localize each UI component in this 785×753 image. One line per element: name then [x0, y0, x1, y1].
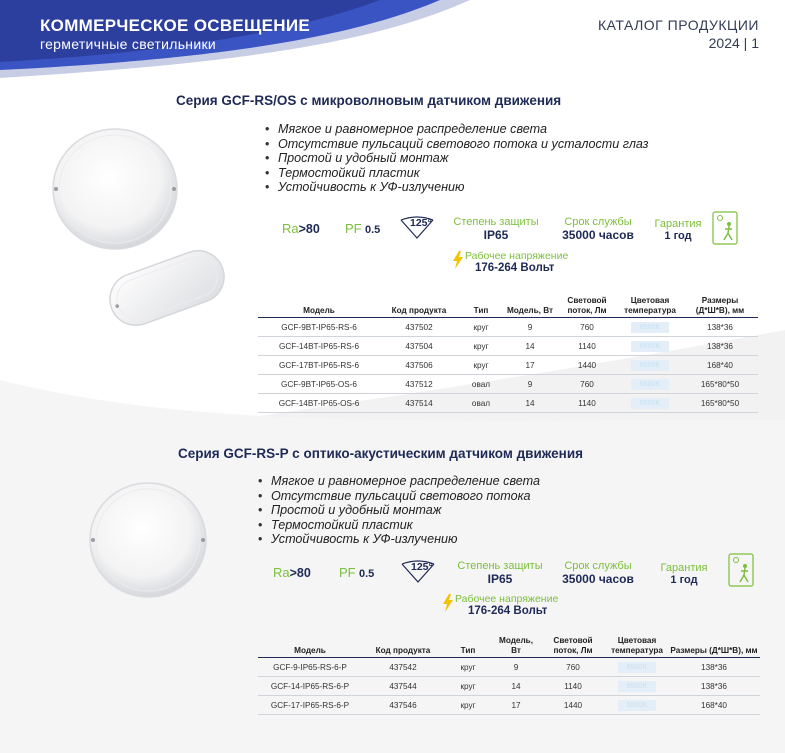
- voltage-bolt-icon: [442, 594, 454, 612]
- ra-value: >80: [289, 566, 311, 580]
- section2-product-table: [258, 634, 760, 715]
- protection-label: Степень защиты: [453, 216, 539, 228]
- voltage-value: 176-264 Вольт: [475, 262, 555, 274]
- table-row: [258, 356, 758, 375]
- cell-color-temp: [606, 658, 668, 677]
- cell-type: овал: [458, 375, 504, 394]
- cell-power: 14: [504, 337, 556, 356]
- lifetime-label: Срок службы: [564, 560, 632, 572]
- cell-code: 437506: [380, 356, 458, 375]
- round-lamp-image: [85, 478, 215, 604]
- protection-spec: [450, 560, 550, 586]
- voltage-value: 176-264 Вольт: [468, 605, 548, 617]
- cell-size: 138*36: [668, 658, 760, 677]
- cell-power: 9: [504, 375, 556, 394]
- table-row: [258, 394, 758, 413]
- cell-model: GCF-17-IP65-RS-6-P: [258, 696, 362, 715]
- color-temp-badge: 6500K: [618, 662, 656, 673]
- col-power: Модель, Вт: [492, 634, 540, 658]
- table-row: [258, 677, 760, 696]
- table-row: [258, 375, 758, 394]
- cell-color-temp: [618, 318, 682, 337]
- cell-code: 437512: [380, 375, 458, 394]
- color-temp-badge: 6500K: [631, 341, 669, 352]
- col-code: Код продукта: [380, 294, 458, 318]
- col-type: Тип: [458, 294, 504, 318]
- cell-color-temp: [618, 337, 682, 356]
- header-title: КОММЕРЧЕСКОЕ ОСВЕЩЕНИЕ: [40, 16, 311, 35]
- pf-label: PF: [345, 221, 362, 236]
- feature-item: • Устойчивость к УФ-излучению: [265, 180, 649, 195]
- warranty-spec: [650, 218, 706, 242]
- cell-code: 437504: [380, 337, 458, 356]
- table-row: [258, 696, 760, 715]
- cell-model: GCF-14-IP65-RS-6-P: [258, 677, 362, 696]
- cell-model: GCF-9BT-IP65-OS-6: [258, 375, 380, 394]
- protection-label: Степень защиты: [457, 560, 543, 572]
- cell-size: 168*40: [682, 356, 758, 375]
- header-subtitle: герметичные светильники: [40, 36, 217, 52]
- color-temp-badge: 6500K: [631, 379, 669, 390]
- catalog-title: КАТАЛОГ ПРОДУКЦИИ: [597, 17, 759, 33]
- section2-features: [258, 474, 540, 547]
- motion-sensor-icon: [728, 553, 754, 587]
- voltage-label: Рабочее напряжение: [465, 250, 569, 262]
- cell-type: овал: [458, 394, 504, 413]
- feature-item: • Термостойкий пластик: [258, 518, 540, 533]
- round-lamp-image: [48, 125, 186, 255]
- lifetime-spec: [548, 560, 648, 586]
- cell-flux: 760: [556, 318, 618, 337]
- cell-model: GCF-9-IP65-RS-6-P: [258, 658, 362, 677]
- cell-flux: 1440: [540, 696, 606, 715]
- cell-flux: 1140: [556, 337, 618, 356]
- col-flux: Световой поток, Лм: [556, 294, 618, 318]
- motion-sensor-icon: [712, 211, 738, 245]
- protection-value: IP65: [487, 572, 513, 586]
- feature-item: • Мягкое и равномерное распределение света: [258, 474, 540, 489]
- section1-product-table: [258, 294, 758, 413]
- col-model: Модель: [258, 294, 380, 318]
- protection-value: IP65: [483, 228, 509, 242]
- feature-item: • Простой и удобный монтаж: [265, 151, 649, 166]
- cell-size: 138*36: [668, 677, 760, 696]
- cell-flux: 1440: [556, 356, 618, 375]
- table-header-row: [258, 634, 760, 658]
- col-code: Код продукта: [362, 634, 444, 658]
- cell-color-temp: [606, 677, 668, 696]
- cell-type: круг: [444, 677, 492, 696]
- catalog-year-page: 2024 | 1: [708, 35, 759, 51]
- cell-color-temp: [618, 356, 682, 375]
- cell-model: GCF-14BT-IP65-OS-6: [258, 394, 380, 413]
- feature-item: • Устойчивость к УФ-излучению: [258, 532, 540, 547]
- warranty-value: 1 год: [664, 230, 692, 242]
- table-row: [258, 318, 758, 337]
- protection-spec: [446, 216, 546, 242]
- cell-type: круг: [458, 356, 504, 375]
- feature-item: • Отсутствие пульсаций светового потока: [258, 489, 540, 504]
- table-header-row: [258, 294, 758, 318]
- warranty-label: Гарантия: [660, 562, 708, 574]
- cell-size: 165*80*50: [682, 375, 758, 394]
- cell-power: 14: [504, 394, 556, 413]
- ra-spec: [282, 221, 320, 236]
- col-size: Размеры (Д*Ш*В), мм: [682, 294, 758, 318]
- lifetime-value: 35000 часов: [562, 572, 634, 586]
- voltage-bolt-icon: [452, 251, 464, 269]
- cell-code: 437544: [362, 677, 444, 696]
- cell-color-temp: [618, 375, 682, 394]
- pf-value: 0.5: [358, 568, 375, 580]
- warranty-label: Гарантия: [654, 218, 702, 230]
- cell-type: круг: [444, 658, 492, 677]
- feature-item: • Мягкое и равномерное распределение света: [265, 122, 649, 137]
- col-flux: Световой поток, Лм: [540, 634, 606, 658]
- cell-code: 437542: [362, 658, 444, 677]
- ra-spec: [273, 565, 311, 580]
- cell-power: 9: [504, 318, 556, 337]
- cell-type: круг: [458, 337, 504, 356]
- col-color-temp: Цветовая температура: [606, 634, 668, 658]
- pf-label: PF: [339, 565, 356, 580]
- col-size: Размеры (Д*Ш*В), мм: [668, 634, 760, 658]
- cell-model: GCF-9BT-IP65-RS-6: [258, 318, 380, 337]
- lifetime-spec: [548, 216, 648, 242]
- cell-size: 168*40: [668, 696, 760, 715]
- color-temp-badge: 6500K: [618, 681, 656, 692]
- cell-power: 9: [492, 658, 540, 677]
- cell-flux: 1140: [556, 394, 618, 413]
- ra-label: Ra: [273, 565, 290, 580]
- cell-color-temp: [606, 696, 668, 715]
- section2-title: Серия GCF-RS-P с оптико-акустическим датчиком движения: [178, 446, 584, 461]
- cell-code: 437546: [362, 696, 444, 715]
- cell-code: 437502: [380, 318, 458, 337]
- beam-angle: 125°: [410, 217, 432, 229]
- section1-features: [265, 122, 649, 195]
- col-color-temp: Цветовая температура: [618, 294, 682, 318]
- cell-flux: 1140: [540, 677, 606, 696]
- col-model: Модель: [258, 634, 362, 658]
- col-type: Тип: [444, 634, 492, 658]
- pf-spec: [339, 565, 374, 580]
- voltage-label: Рабочее напряжение: [455, 593, 559, 605]
- ra-label: Ra: [282, 221, 299, 236]
- cell-flux: 760: [540, 658, 606, 677]
- cell-power: 17: [492, 696, 540, 715]
- cell-size: 138*36: [682, 318, 758, 337]
- cell-color-temp: [618, 394, 682, 413]
- warranty-value: 1 год: [670, 574, 698, 586]
- warranty-spec: [656, 562, 712, 586]
- cell-code: 437514: [380, 394, 458, 413]
- cell-size: 138*36: [682, 337, 758, 356]
- section1-title: Серия GCF-RS/OS с микроволновым датчиком движения: [176, 93, 562, 108]
- cell-type: круг: [444, 696, 492, 715]
- cell-size: 165*80*50: [682, 394, 758, 413]
- oval-lamp-image: [100, 238, 235, 338]
- ra-value: >80: [298, 222, 320, 236]
- feature-item: • Простой и удобный монтаж: [258, 503, 540, 518]
- cell-model: GCF-17BT-IP65-RS-6: [258, 356, 380, 375]
- cell-model: GCF-14BT-IP65-RS-6: [258, 337, 380, 356]
- lifetime-value: 35000 часов: [562, 228, 634, 242]
- color-temp-badge: 6500K: [618, 700, 656, 711]
- col-power: Модель, Вт: [504, 294, 556, 318]
- beam-angle: 125°: [411, 561, 433, 573]
- cell-flux: 760: [556, 375, 618, 394]
- color-temp-badge: 6500K: [631, 322, 669, 333]
- color-temp-badge: 6500K: [631, 398, 669, 409]
- color-temp-badge: 6500K: [631, 360, 669, 371]
- feature-item: • Термостойкий пластик: [265, 166, 649, 181]
- cell-type: круг: [458, 318, 504, 337]
- pf-spec: [345, 221, 380, 236]
- feature-item: • Отсутствие пульсаций светового потока и усталости глаз: [265, 137, 649, 152]
- cell-power: 14: [492, 677, 540, 696]
- table-row: [258, 658, 760, 677]
- table-row: [258, 337, 758, 356]
- cell-power: 17: [504, 356, 556, 375]
- lifetime-label: Срок службы: [564, 216, 632, 228]
- pf-value: 0.5: [364, 224, 381, 236]
